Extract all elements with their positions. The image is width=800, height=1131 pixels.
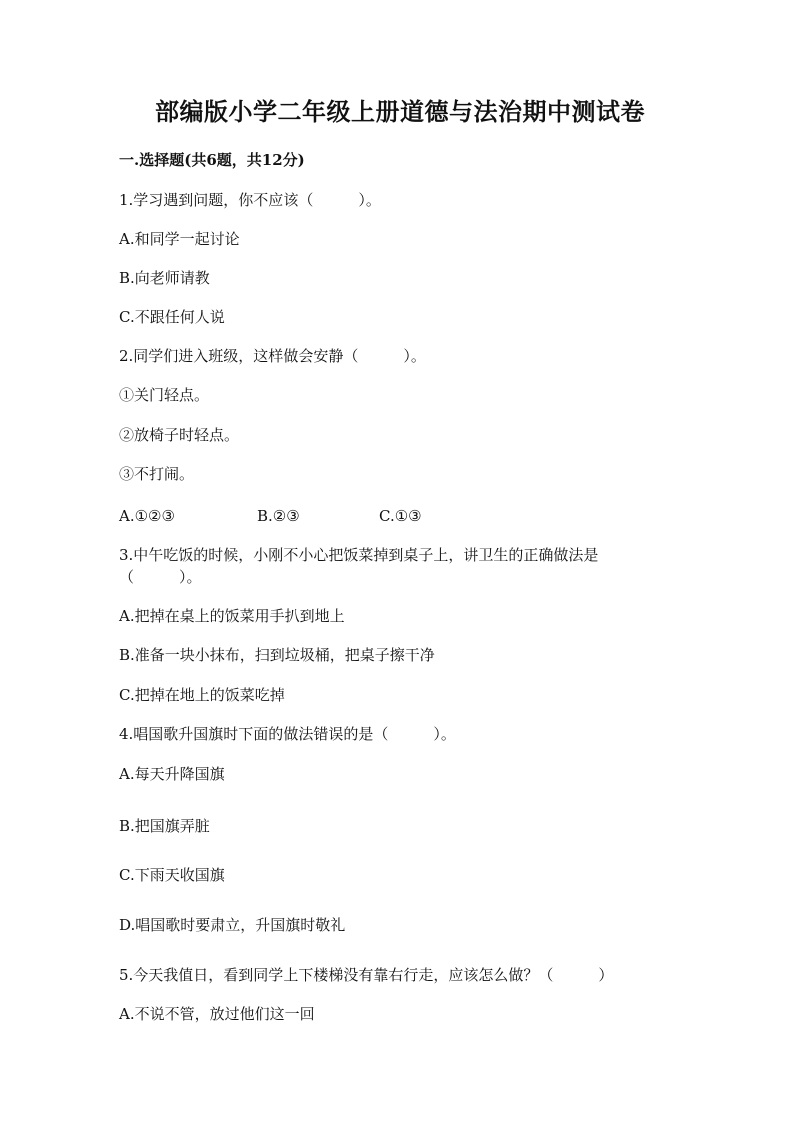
question-3-stem-line-2: （ ）。: [119, 568, 202, 586]
question-2-statement-1: ①关门轻点。: [119, 386, 210, 404]
section-header: 一.选择题(共6题，共12分): [119, 151, 305, 169]
question-5-stem: 5.今天我值日，看到同学上下楼梯没有靠右行走，应该怎么做？（ ）: [119, 966, 614, 984]
question-5-option-a: A.不说不管，放过他们这一回: [119, 1005, 315, 1023]
question-1-option-b: B.向老师请教: [119, 269, 210, 287]
question-1-option-a: A.和同学一起讨论: [119, 230, 240, 248]
question-2-stem: 2.同学们进入班级，这样做会安静（ ）。: [119, 347, 426, 365]
question-4-option-d: D.唱国歌时要肃立，升国旗时敬礼: [119, 916, 346, 934]
page-title: 部编版小学二年级上册道德与法治期中测试卷: [155, 97, 645, 126]
question-4-option-c: C.下雨天收国旗: [119, 866, 225, 884]
question-4-option-b: B.把国旗弄脏: [119, 817, 210, 835]
question-3-stem-line-1: 3.中午吃饭的时候，小刚不小心把饭菜掉到桌子上，讲卫生的正确做法是: [119, 546, 599, 564]
question-2-statement-3: ③不打闹。: [119, 465, 195, 483]
question-3-option-a: A.把掉在桌上的饭菜用手扒到地上: [119, 607, 345, 625]
question-3-option-b: B.准备一块小抹布，扫到垃圾桶，把桌子擦干净: [119, 646, 435, 664]
question-1-stem: 1.学习遇到问题，你不应该（ ）。: [119, 191, 381, 209]
question-1-option-c: C.不跟任何人说: [119, 308, 225, 326]
question-2-statement-2: ②放椅子时轻点。: [119, 426, 240, 444]
question-2-option-c: C.①③: [379, 507, 422, 525]
question-3-option-c: C.把掉在地上的饭菜吃掉: [119, 686, 285, 704]
question-2-option-b: B.②③: [257, 507, 300, 525]
question-4-option-a: A.每天升降国旗: [119, 765, 225, 783]
question-4-stem: 4.唱国歌升国旗时下面的做法错误的是（ ）。: [119, 725, 456, 743]
question-2-option-a: A.①②③: [119, 507, 175, 525]
